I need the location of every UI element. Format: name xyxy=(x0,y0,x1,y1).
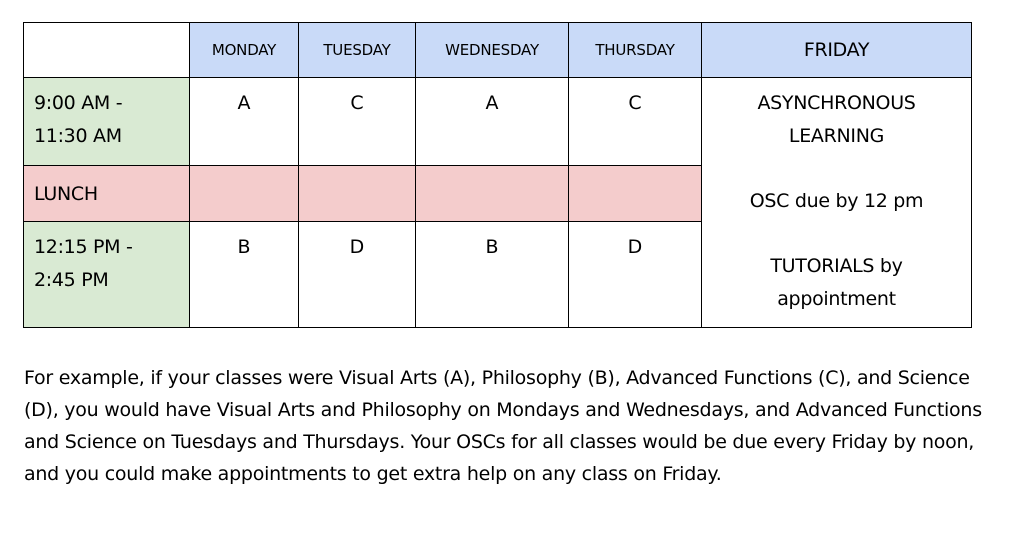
friday-tutorials-line1: TUTORIALS by xyxy=(770,255,903,277)
lunch-cell-wednesday xyxy=(416,166,569,222)
slot-monday-afternoon: B xyxy=(190,222,299,328)
lunch-cell-monday xyxy=(190,166,299,222)
friday-async-line2: LEARNING xyxy=(788,125,885,147)
day-header-monday: MONDAY xyxy=(190,23,299,78)
day-header-thursday: THURSDAY xyxy=(569,23,702,78)
time-afternoon-line1: 12:15 PM - xyxy=(34,236,133,258)
slot-thursday-afternoon: D xyxy=(569,222,702,328)
time-morning-line2: 11:30 AM xyxy=(34,125,122,147)
example-paragraph: For example, if your classes were Visual Arts (A), Philosophy (B), Advanced Functions (C), and Science (D), you would have Visual Arts and Philosophy on Mondays and Wednesdays, and Advanced Functions and Science on Tuesdays and Thursdays. Your OSCs for all classes would be due every Friday by noon, and you could make appointments to get extra help on any class on Friday. xyxy=(24,367,982,485)
time-slot-afternoon xyxy=(24,222,190,328)
slot-tuesday-morning: C xyxy=(299,78,416,166)
morning-row xyxy=(24,78,972,166)
slot-thursday-morning: C xyxy=(569,78,702,166)
day-header-tuesday: TUESDAY xyxy=(299,23,416,78)
time-afternoon-line2: 2:45 PM xyxy=(34,269,109,291)
corner-cell xyxy=(24,23,190,78)
lunch-cell-thursday xyxy=(569,166,702,222)
slot-tuesday-afternoon: D xyxy=(299,222,416,328)
friday-cell xyxy=(702,78,972,328)
slot-wednesday-afternoon: B xyxy=(416,222,569,328)
lunch-cell-tuesday xyxy=(299,166,416,222)
lunch-label: LUNCH xyxy=(24,166,190,222)
friday-async-line1: ASYNCHRONOUS xyxy=(757,92,916,114)
friday-osc-due: OSC due by 12 pm xyxy=(749,190,924,212)
header-row xyxy=(24,23,972,78)
day-header-friday: FRIDAY xyxy=(702,23,972,78)
friday-asynchronous xyxy=(702,78,971,153)
slot-wednesday-morning: A xyxy=(416,78,569,166)
friday-tutorials-line2: appointment xyxy=(777,288,896,310)
time-slot-morning xyxy=(24,78,190,166)
time-morning-line1: 9:00 AM - xyxy=(34,92,123,114)
friday-tutorials xyxy=(702,218,971,316)
schedule-table xyxy=(23,22,972,328)
day-header-wednesday: WEDNESDAY xyxy=(416,23,569,78)
slot-monday-morning: A xyxy=(190,78,299,166)
